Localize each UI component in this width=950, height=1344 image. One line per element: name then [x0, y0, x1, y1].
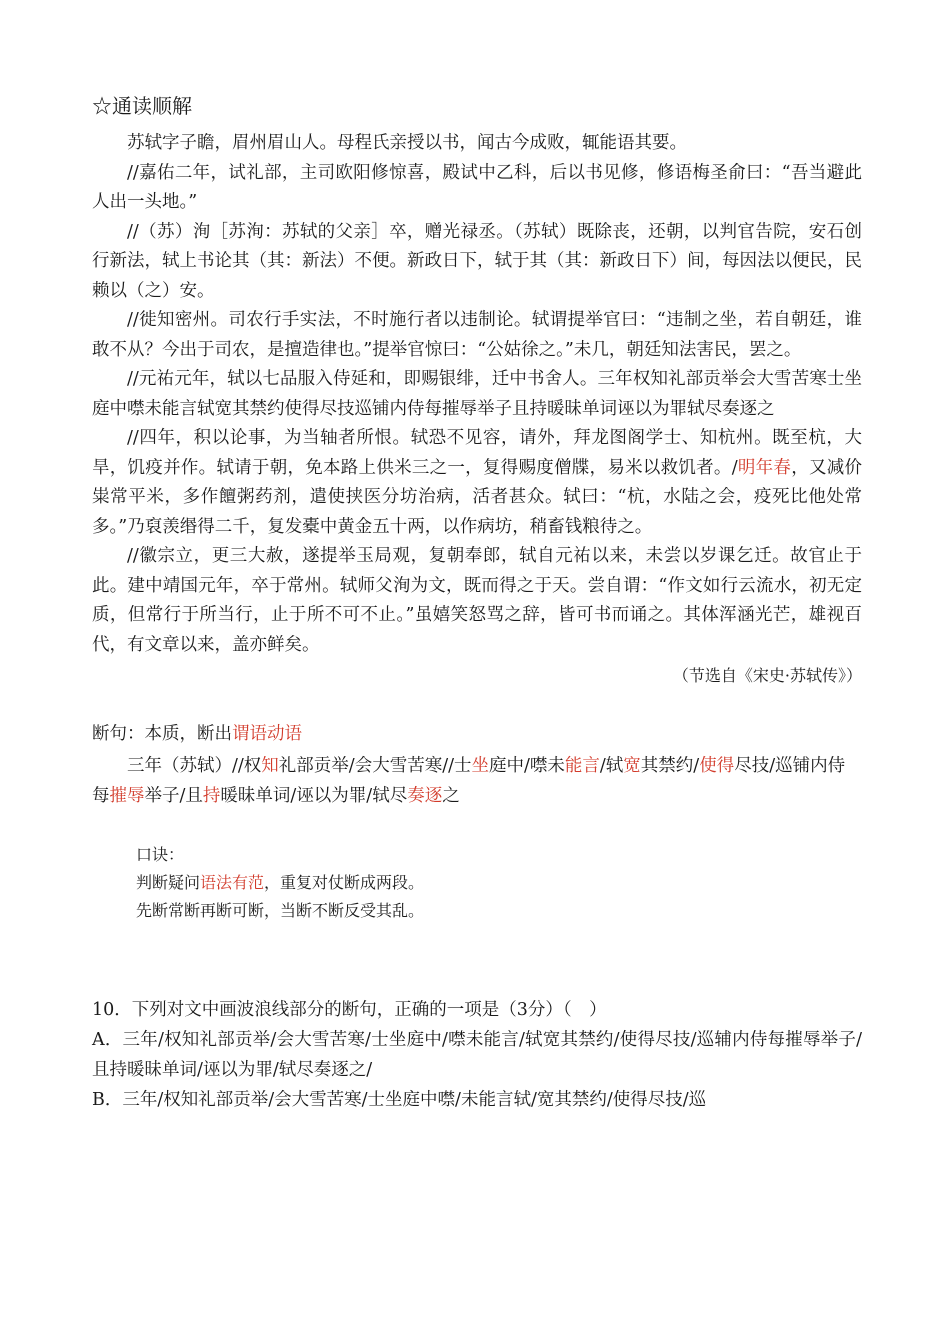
breakdown-paragraph — [92, 752, 862, 811]
paragraph-3: //（苏）洵［苏洵：苏轼的父亲］卒，赠光禄丞。（苏轼）既除丧，还朝，以判官告院，安石创行新法，轼上书论其（其：新法）不便。新政日下，轼于其（其：新政日下）间，每因法以便民，民赖以（之）安。 — [92, 221, 862, 301]
breakdown-seg: 其禁约/ — [640, 756, 700, 776]
section-heading: ☆通读顺解 — [92, 96, 192, 118]
breakdown-seg: 奏逐 — [407, 785, 443, 806]
breakdown-seg: 庭中/噤未 — [488, 756, 565, 776]
mnemonic-line-1-highlight: 语法有范 — [200, 873, 265, 892]
breakdown-seg: /轼 — [599, 756, 624, 776]
source-citation: （节选自《宋史·苏轼传》） — [672, 666, 862, 685]
breakdown-seg: 三年（苏轼）//权 — [127, 756, 262, 776]
mnemonic-line-1-a: 判断疑问 — [136, 873, 201, 892]
breakdown-seg: 宽 — [623, 756, 641, 776]
section-title — [92, 720, 862, 748]
paragraph-6-text-a: //四年，积以论事，为当轴者所恨。轼恐不见容，请外，拜龙图阁学士、知杭州。既至杭，大旱，饥疫并作。轼请于朝，免本路上供米三之一，复得赐度僧牒，易米以救饥者。/ — [92, 428, 862, 478]
section-prefix: 断句：本质，断出 — [92, 724, 232, 744]
paragraph-7: //徽宗立，更三大赦，遂提举玉局观，复朝奉郎，轼自元祐以来，未尝以岁课乞迁。故官止于此。建中靖国元年，卒于常州。轼师父洵为文，既而得之于天。尝自谓：“作文如行云流水，初无定质，但常行于所当行，止于所不可不止。”虽嬉笑怒骂之辞，皆可书而诵之。其体浑涵光芒，雄视百代，有文章以来，盖亦鲜矣。 — [92, 546, 862, 655]
breakdown-seg: 知 — [261, 756, 279, 776]
breakdown-seg: 之 — [442, 785, 460, 806]
breakdown-seg: 摧辱 — [109, 785, 145, 806]
document-page — [92, 90, 862, 1115]
breakdown-seg: 礼部贡举/会大雪苦寒//士 — [278, 756, 472, 776]
paragraph-2: //嘉佑二年，试礼部，主司欧阳修惊喜，殿试中乙科，后以书见修，修语梅圣俞曰：“吾当避此人出一头地。” — [92, 162, 862, 212]
paragraph-1: 苏轼字子瞻，眉州眉山人。母程氏亲授以书，闻古今成败，辄能语其要。 — [127, 133, 687, 153]
question-10 — [92, 995, 862, 1115]
breakdown-seg: 使得 — [699, 756, 735, 776]
question-stem: 10．下列对文中画波浪线部分的断句，正确的一项是（3分）（ ） — [92, 1000, 607, 1020]
breakdown-seg: 坐 — [471, 756, 489, 776]
paragraph-4: //徙知密州。司农行手实法，不时施行者以违制论。轼谓提举官曰：“违制之坐，若自朝廷，谁敢不从？今出于司农，是擅造律也。”提举官惊曰：“公姑徐之。”未几，朝廷知法害民，罢之。 — [92, 310, 862, 360]
paragraph-6 — [92, 424, 862, 542]
breakdown-seg: 暖昧单词/诬以为罪/轼尽 — [220, 785, 408, 806]
paragraph-6-text-b: ，又减价粜常平米，多作饘粥药剂，遣使挟医分坊治病，活者甚众。轼曰：“杭，水陆之会，疫死比他处常多。”乃裒羡缗得二千，复发橐中黄金五十两，以作病坊，稍畜钱粮待之。 — [92, 457, 863, 537]
mnemonic-line-1 — [136, 869, 862, 897]
paragraph-5: //元祐元年，轼以七品服入侍延和，即赐银绯，迁中书舍人。三年权知礼部贡举会大雪苦寒士坐庭中噤未能言轼宽其禁约使得尽技巡铺内侍每摧辱举子且持暖昧单词诬以为罪轼尽奏逐之 — [92, 369, 862, 419]
option-a[interactable]: A．三年/权知礼部贡举/会大雪苦寒/士坐庭中/噤未能言/轼宽其禁约/使得尽技/巡辅内侍每摧辱举子/且持暖昧单词/诬以为罪/轼尽奏逐之/ — [92, 1030, 862, 1080]
breakdown-seg: 能言 — [564, 756, 600, 776]
mnemonic-block — [136, 841, 862, 925]
breakdown-seg: 持 — [202, 785, 221, 806]
mnemonic-line-2: 先断常断再断可断，当断不断反受其乱。 — [136, 901, 425, 920]
option-b[interactable]: B．三年/权知礼部贡举/会大雪苦寒/士坐庭中噤/未能言轼/宽其禁约/使得尽技/巡 — [92, 1090, 707, 1110]
mnemonic-line-1-b: ，重复对仗断成两段。 — [264, 873, 425, 892]
mnemonic-title: 口诀： — [136, 845, 185, 864]
breakdown-seg: 举子/且 — [144, 785, 203, 806]
breakdown-seg: 尽技/巡铺内侍每 — [92, 756, 846, 806]
paragraph-6-highlight: 明年春 — [737, 457, 792, 478]
section-highlight: 谓语动语 — [232, 724, 302, 744]
